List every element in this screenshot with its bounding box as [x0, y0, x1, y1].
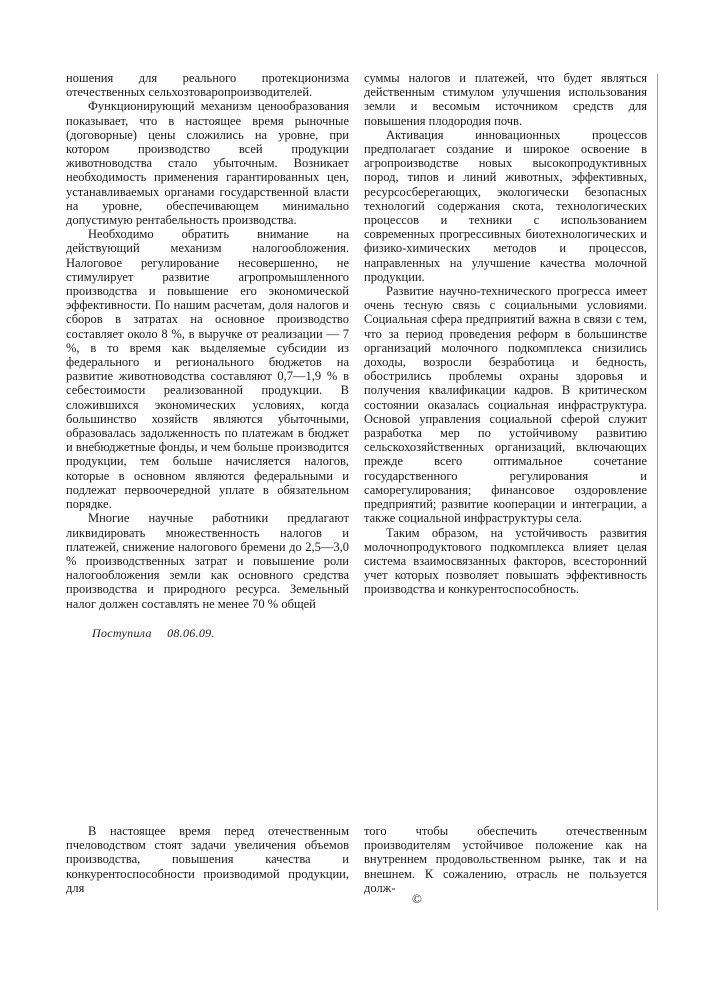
- copyright-mark: ©: [412, 891, 422, 906]
- next-article-left-column: [66, 824, 349, 895]
- article-left-column: [66, 71, 349, 611]
- paragraph: суммы налогов и платежей, что будет являться действенным стимулом улучшения использования земли и весомым источником средств для повышения плодородия почв.: [364, 71, 647, 128]
- paragraph: ношения для реального протекционизма отечественных сельхозтоваропроизводителей.: [66, 71, 349, 100]
- paragraph: Многие научные работники предлагают ликвидировать множественность налогов и платежей, снижение налогового бремени до 2,5—3,0 % производственных затрат и повышение роли налогообложения земли как основного средства производства и природного ресурса. Земельный налог должен составлять не менее 70 % общей: [66, 511, 349, 611]
- column-rule: [657, 74, 658, 910]
- paragraph: Активация инновационных процессов предполагает создание и широкое освоение в агропроизводстве новых высокопродуктивных пород, типов и линий животных, эффективных, ресурсосберегающих, экологически безопасных технологий содержания скота, технологических процессов и техники с использованием современных прогрессивных биотехнологических и физико-химических методов и процессов, направленных на улучшение качества молочной продукции.: [364, 127, 647, 284]
- received-date: 08.06.09.: [167, 626, 215, 640]
- paragraph: того чтобы обеспечить отечественным производителям устойчивое положение как на внутреннем продовольственном рынке, так и на внешнем. К сожалению, отрасль не пользуется долж-: [364, 824, 647, 895]
- paragraph: Функционирующий механизм ценообразования показывает, что в настоящее время рыночные (договорные) цены сложились на уровне, при котором производство всей продукции животноводства стало убыточным. Возникает необходимость применения гарантированных цен, устанавливаемых органами государственной власти на уровне, обеспечивающем минимально допустимую рентабельность производства.: [66, 99, 349, 228]
- paragraph: В настоящее время перед отечественным пчеловодством стоят задачи увеличения объемов производства, повышения качества и конкурентоспособности производимой продукции, для: [66, 824, 349, 895]
- received-label: Поступила: [92, 626, 152, 640]
- next-article-right-column: [364, 824, 647, 895]
- paragraph: Таким образом, на устойчивость развития молочнопродуктового подкомплекса влияет целая система взаимосвязанных факторов, всесторонний учет которых позволяет повышать эффективность производства и конкурентоспособность.: [364, 525, 647, 597]
- paragraph: Развитие научно-технического прогресса имеет очень тесную связь с социальными условиями. Социальная сфера предприятий важна в связи с тем, что за период проведения реформ в большинстве организаций молочного подкомплекса снизились доходы, возросли безработица и бедность, обострились проблемы охраны здоровья и получения квалификации кадров. В критическом состоянии оказалась социальная инфраструктура. Основой управления социальной сферой служит разработка мер по устойчивому развитию сельскохозяйственных организаций, включающих прежде всего оптимальное сочетание государственного регулирования и саморегулирования; финансовое оздоровление предприятий; развитие кооперации и интеграции, а также социальной инфраструктуры села.: [364, 284, 647, 526]
- article-right-column: [364, 71, 647, 597]
- received-date-note: [92, 626, 215, 641]
- paragraph: Необходимо обратить внимание на действующий механизм налогообложения. Налоговое регулирование несовершенно, не стимулирует развитие агропромышленного производства и повышение его экономической эффективности. По нашим расчетам, доля налогов и сборов в затратах на основное производство составляет около 8 %, в выручке от реализации — 7 %, в то время как выделяемые субсидии из федерального и регионального бюджетов на развитие животноводства составляют 0,7—1,9 % в себестоимости реализованной продукции. В сложившихся экономических условиях, когда большинство хозяйств являются убыточными, образовалась задолженность по платежам в бюджет и внебюджетные фонды, и чем больше производится продукции, тем больше начисляется налогов, которые в основном являются федеральными и подлежат первоочередной уплате в обязательном порядке.: [66, 227, 349, 512]
